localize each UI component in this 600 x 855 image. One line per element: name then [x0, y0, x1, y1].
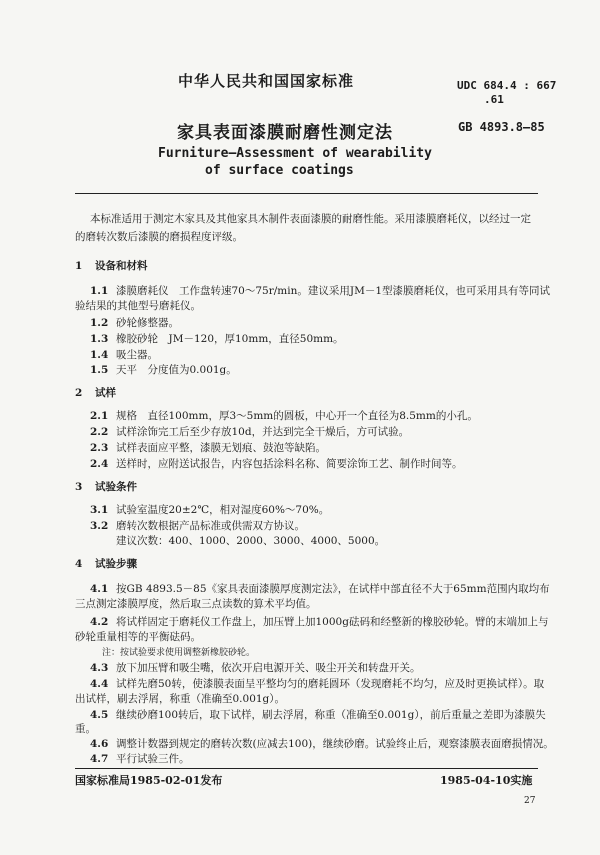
clause-number: 1.3 [90, 333, 109, 345]
section-title: 试验条件 [95, 481, 137, 493]
clause-line [90, 502, 329, 517]
clause-continuation: 重。 [75, 723, 96, 735]
udc-code-line1: UDC 684.4 : 667 [457, 79, 557, 92]
clause-text: 调整计数器到规定的磨转次数(应减去100)，继续砂磨。试验终止后，观察漆膜表面磨损情况。 [116, 738, 554, 750]
english-title-line1: Furniture—Assessment of wearability [158, 146, 432, 161]
clause-text: 将试样固定于磨耗仪工作盘上，加压臂上加1000g砝码和经整新的橡胶砂轮。臂的末端加上与 [116, 616, 549, 628]
clause-continuation: 建议次数：400、1000、2000、3000、4000、5000。 [116, 535, 386, 547]
clause-number: 4.6 [90, 738, 109, 750]
clause-line [90, 440, 326, 455]
clause-number: 1.2 [90, 317, 109, 329]
clause-number: 3.2 [90, 520, 109, 532]
clause-line [90, 614, 548, 629]
section-2-heading [75, 385, 116, 400]
standard-title: 中华人民共和国国家标准 [178, 72, 355, 90]
section-4-heading [75, 556, 137, 571]
clause-number: 1.4 [90, 349, 109, 361]
clause-text: 送样时，应附送试报告，内容包括涂料名称、简要涂饰工艺、制作时间等。 [116, 458, 463, 470]
clause-line [90, 315, 179, 330]
clause-line [90, 362, 237, 377]
chinese-title: 家具表面漆膜耐磨性测定法 [177, 123, 393, 143]
clause-line [90, 283, 550, 298]
clause-text: 天平 分度值为0.001g。 [116, 364, 237, 376]
clause-text: 砂轮修整器。 [116, 317, 179, 329]
clause-number: 4.3 [90, 662, 109, 674]
clause-text: 放下加压臂和吸尘嘴，依次开启电源开关、吸尘开关和转盘开关。 [116, 662, 421, 674]
clause-line [90, 424, 409, 439]
clause-line [90, 347, 158, 362]
clause-continuation: 砂轮重量相等的平衡砝码。 [75, 631, 201, 643]
bottom-divider [75, 768, 538, 769]
clause-line [90, 518, 305, 533]
page-number: 27 [524, 796, 536, 806]
gb-standard-code: GB 4893.8—85 [458, 120, 545, 134]
clause-continuation: 出试样，刷去浮屑，称重（准确至0.001g）。 [75, 693, 286, 705]
clause-text: 试样表面应平整，漆膜无划痕、鼓泡等缺陷。 [116, 442, 326, 454]
clause-text: 继续砂磨100转后，取下试样，刷去浮屑，称重（准确至0.001g），前后重量之差即为漆膜失 [116, 709, 546, 721]
section-number: 1 [75, 260, 83, 272]
section-title: 设备和材料 [95, 260, 148, 272]
clause-text: 按GB 4893.5－85《家具表面漆膜厚度测定法》，在试样中部直径不大于65mm范围内取均布 [116, 583, 550, 595]
clause-number: 2.1 [90, 410, 109, 422]
clause-line [90, 581, 550, 596]
clause-line [90, 660, 421, 675]
issuer-line: 国家标准局1985-02-01发布 [75, 774, 223, 787]
clause-number: 2.3 [90, 442, 109, 454]
clause-number: 2.4 [90, 458, 109, 470]
intro-line2: 的磨转次数后漆膜的磨损程度评级。 [75, 231, 243, 243]
clause-number: 3.1 [90, 504, 109, 516]
note-text: 注：按试验要求使用调整新橡胶砂轮。 [102, 648, 256, 658]
udc-code-line2: .61 [484, 93, 504, 106]
section-number: 3 [75, 481, 83, 493]
section-number: 4 [75, 558, 83, 570]
clause-line [90, 707, 546, 722]
clause-number: 4.5 [90, 709, 109, 721]
section-number: 2 [75, 387, 83, 399]
clause-number: 4.2 [90, 616, 109, 628]
clause-number: 4.7 [90, 753, 109, 765]
clause-number: 4.4 [90, 678, 109, 690]
section-title: 试样 [95, 387, 116, 399]
clause-text: 规格 直径100mm，厚3～5mm的圆板，中心开一个直径为8.5mm的小孔。 [116, 410, 478, 422]
clause-line [90, 736, 554, 751]
clause-text: 吸尘器。 [116, 349, 158, 361]
clause-number: 1.5 [90, 364, 109, 376]
clause-number: 1.1 [90, 285, 109, 297]
effective-date: 1985-04-10实施 [440, 774, 533, 787]
clause-number: 2.2 [90, 426, 109, 438]
intro-line1: 本标准适用于测定木家具及其他家具木制件表面漆膜的耐磨性能。采用漆膜磨耗仪，以经过一定 [90, 213, 531, 225]
clause-line [90, 408, 478, 423]
clause-text: 平行试验三件。 [116, 753, 190, 765]
clause-text: 试验室温度20±2℃，相对湿度60%～70%。 [116, 504, 330, 516]
section-title: 试验步骤 [95, 558, 137, 570]
clause-line [90, 751, 190, 766]
clause-text: 试样先磨50转，使漆膜表面呈平整均匀的磨耗圆环（发现磨耗不均匀，应及时更换试样）。取 [116, 678, 545, 690]
clause-line [90, 676, 544, 691]
clause-text: 漆膜磨耗仪 工作盘转速70～75r/min。建议采用JM－1型漆膜磨耗仪，也可采用具有等同试 [116, 285, 550, 297]
clause-continuation: 验结果的其他型号磨耗仪。 [75, 300, 201, 312]
clause-continuation: 三点测定漆膜厚度，然后取三点读数的算术平均值。 [75, 598, 317, 610]
clause-number: 4.1 [90, 583, 109, 595]
english-title-line2: of surface coatings [205, 163, 354, 178]
top-divider [75, 193, 538, 194]
clause-text: 橡胶砂轮 JM－120，厚10mm，直径50mm。 [116, 333, 344, 345]
clause-text: 磨转次数根据产品标准或供需双方协议。 [116, 520, 305, 532]
section-1-heading [75, 258, 148, 273]
clause-line [90, 456, 463, 471]
clause-line [90, 331, 344, 346]
section-3-heading [75, 479, 137, 494]
clause-text: 试样涂饰完工后至少存放10d，并达到完全干燥后，方可试验。 [116, 426, 410, 438]
